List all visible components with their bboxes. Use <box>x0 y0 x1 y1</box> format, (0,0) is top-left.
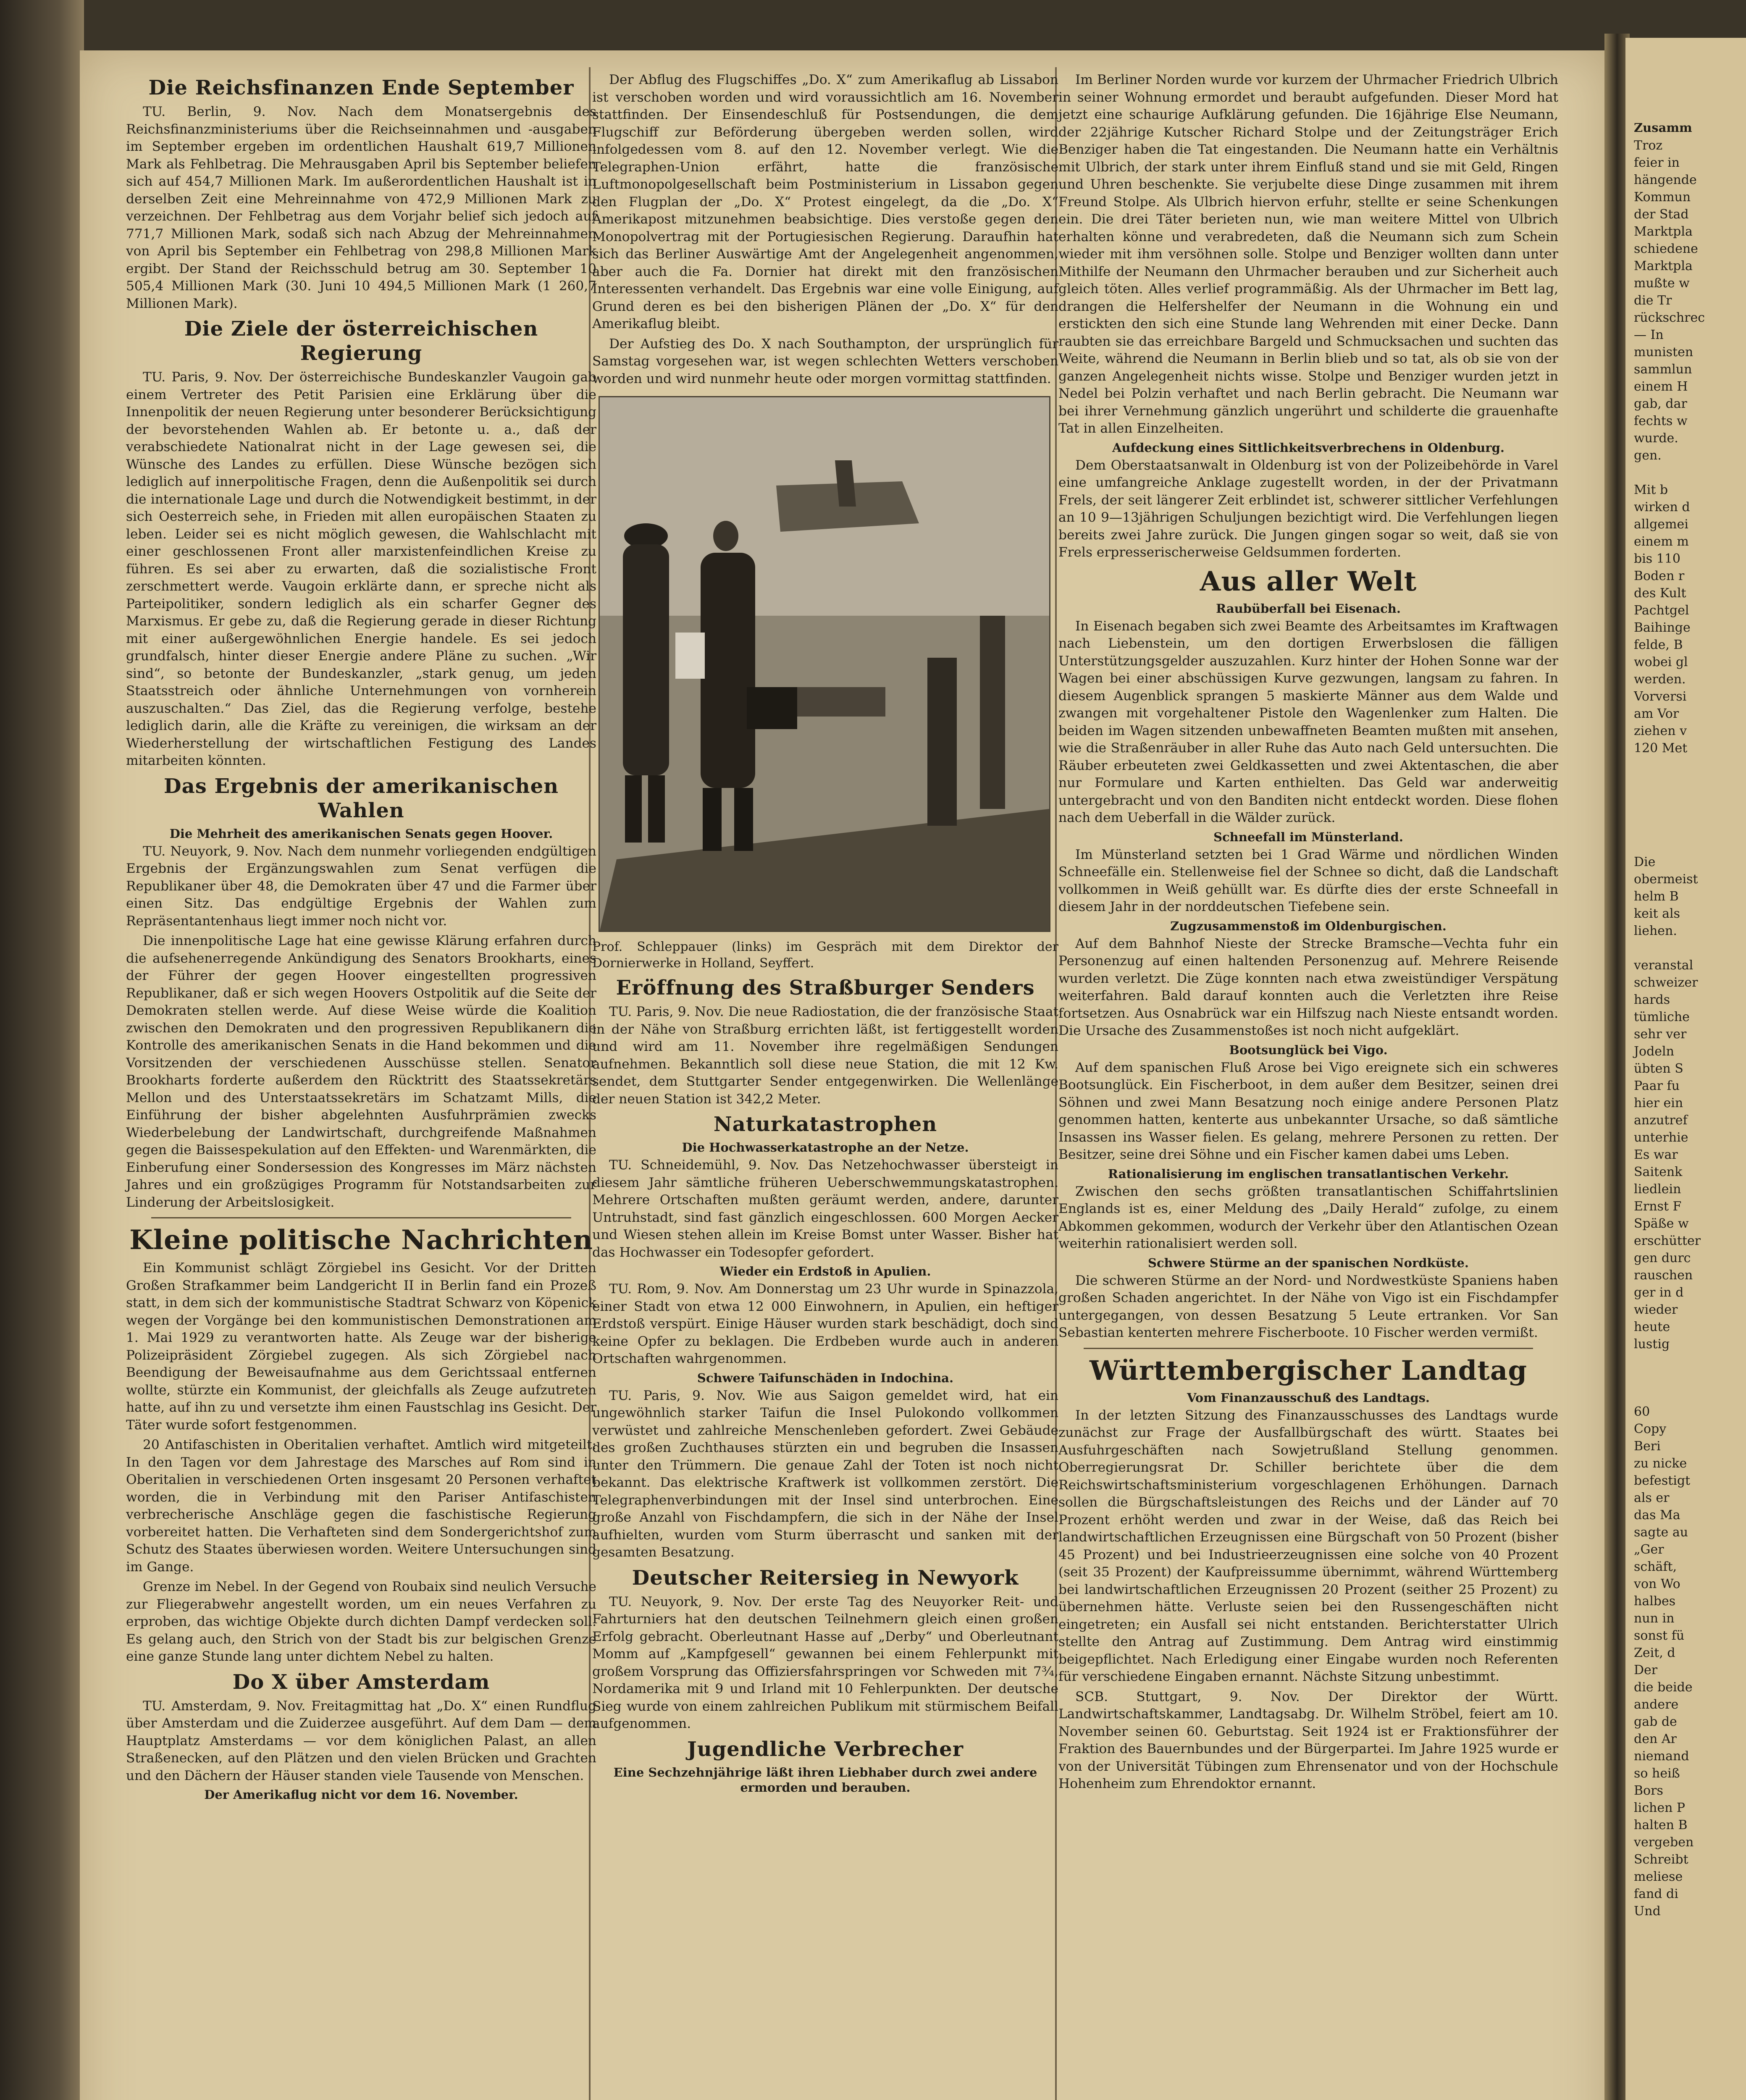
adjacent-line: „Ger <box>1634 1542 1664 1557</box>
article-paragraph: TU. Schneidemühl, 9. Nov. Das Netzehochwasser übersteigt in diesem Jahr sämtliche früheren Ueberschwemmungskatastrophen. Mehrere Ortschaften mußten geräumt werden, andere, darunter Untruhstadt, sind fast gänzlich eingeschlossen. 600 Morgen Aecker und Wiesen stehen allein im Kreise Bomst unter Wasser. Bisher hat das Hochwasser ein Todesopfer gefordert. <box>592 1158 1058 1260</box>
adjacent-line: rückschrec <box>1634 310 1705 325</box>
adjacent-line: Zeit, d <box>1634 1646 1675 1660</box>
adjacent-line: vergeben <box>1634 1835 1694 1850</box>
adjacent-line: wobei gl <box>1634 655 1688 669</box>
adjacent-line: ger in d <box>1634 1285 1684 1300</box>
adjacent-line: tümliche <box>1634 1010 1690 1024</box>
adjacent-line: hier ein <box>1634 1096 1683 1110</box>
adjacent-line: Die <box>1634 855 1656 869</box>
adjacent-line: einem H <box>1634 379 1688 394</box>
article-paragraph: Ein Kommunist schlägt Zörgiebel ins Gesicht. Vor der Dritten Großen Strafkammer beim Landgericht II in Berlin fand ein Prozeß statt, in dem sich der kommunistische Stadtrat Schwarz von Köpenick wegen der Vorgänge bei den kommunistischen Demonstrationen am 1. Mai 1929 zu verantworten hatte. Als Zeuge war der bisherige Polizeipräsident Zörgiebel zugegen. Als sich Zörgiebel nach Beendigung der Beweisaufnahme aus dem Gerichtssaal entfernen wollte, stürzte ein Kommunist, der gleichfalls als Zeuge aufzutreten hatte, auf ihn zu und versetzte ihm einen Faustschlag ins Gesicht. Der Täter wurde sofort festgenommen. <box>126 1260 596 1433</box>
article-paragraph: 20 Antifaschisten in Oberitalien verhaftet. Amtlich wird mitgeteilt: In den Tagen vor dem Jahrestage des Marsches auf Rom sind in Oberitalien in verschiedenen Orten insgesamt 20 Personen verhaftet worden, die in Verbindung mit den Pariser Antifaschisten verbrecherische Anschläge gegen die faschistische Regierung vorbereitet hatten. Die Verhafteten sind dem Sondergerichtshof zum Schutz des Staates überwiesen worden. Weitere Untersuchungen sind im Gange. <box>126 1437 596 1575</box>
article-title: Do X über Amsterdam <box>232 1670 490 1694</box>
photo-illustration <box>600 397 1049 931</box>
adjacent-line: allgemei <box>1634 517 1688 532</box>
article-reitersieg <box>592 1566 1058 1733</box>
adjacent-line: Es war <box>1634 1147 1678 1162</box>
adjacent-line: gab de <box>1634 1714 1677 1729</box>
adjacent-line: fechts w <box>1634 414 1688 428</box>
adjacent-line: helm B <box>1634 889 1679 904</box>
adjacent-line: befestigt <box>1634 1473 1691 1488</box>
article-kleine-nachrichten <box>126 1224 596 1666</box>
adjacent-line: des Kult <box>1634 586 1686 601</box>
article-subtitle: Vom Finanzausschuß des Landtags. <box>1187 1390 1430 1405</box>
adjacent-line: bis 110 <box>1634 551 1680 566</box>
article-paragraph: SCB. Stuttgart, 9. Nov. Der Direktor der Württ. Landwirtschaftskammer, Landtagsabg. Dr. Wilhelm Ströbel, feiert am 10. November seinen 60. Geburtstag. Seit 1924 ist er Fraktionsführer der Fraktion des Bauernbundes und der Bürgerpartei. Im Jahre 1925 wurde er von der Universität Tübingen zum Ehrensenator und von der Hochschule Hohenheim zum Ehrendoktor ernannt. <box>1058 1689 1558 1791</box>
article-paragraph: TU. Paris, 9. Nov. Der österreichische Bundeskanzler Vaugoin gab einem Vertreter des Petit Parisien eine Erklärung über die Innenpolitik der neuen Regierung unter besonderer Berücksichtigung der bevorstehenden Wahlen ab. Er betonte u. a., daß der verabschiedete Nationalrat nicht in der Lage gewesen sei, die Wünsche des Landes zu erfüllen. Diese Wünsche bezögen sich lediglich auf innerpolitische Fragen, denn die Außenpolitik sei durch die internationale Lage und durch die Notwendigkeit bestimmt, in der sich Oesterreich sehe, in Frieden mit allen europäischen Staaten zu leben. Leider sei es nicht möglich gewesen, die Wahlschlacht mit einer geschlossenen Front aller marxistenfeindlichen Kreise zu führen. Es sei aber zu erwarten, daß die sozialistische Front zerschmettert werde. Vaugoin erklärte dann, er spreche nicht als Parteipolitiker, sondern lediglich als ein scharfer Gegner des Marxismus. Er gebe zu, daß die Regierung gerade in dieser Richtung mit einer außergewöhnlichen Energie handele. Es sei jedoch grundfalsch, hinter dieser Energie andere Pläne zu suchen. „Wir sind“, so betonte der Bundeskanzler, „stark genug, um jeden Staatsstreich oder ähnliche Unternehmungen von vornherein auszuschalten.“ Das Ziel, das die Regierung verfolge, bestehe lediglich darin, alle die Kräfte zu vereinigen, die wirksam an der Wiederherstellung der wirtschaftlichen Festigung des Landes mitarbeiten könnten. <box>126 370 596 768</box>
adjacent-line: Paar fu <box>1634 1079 1680 1093</box>
adjacent-line: schweizer <box>1634 975 1698 990</box>
adjacent-line: Bors <box>1634 1783 1663 1798</box>
adjacent-heading: Zusamm <box>1634 121 1692 135</box>
scan-margin <box>0 0 84 2100</box>
adjacent-line: Marktpla <box>1634 224 1693 239</box>
article-title: Naturkatastrophen <box>713 1113 937 1136</box>
article-paragraph: TU. Berlin, 9. Nov. Nach dem Monatsergebnis des Reichsfinanzministeriums über die Reichseinnahmen und -ausgaben im September ergeben im ordentlichen Haushalt 619,7 Millionen Mark als Fehlbetrag. Die Mehrausgaben April bis September beliefen sich auf 454,7 Millionen Mark. Im außerordentlichen Haushalt ist in derselben Zeit eine Mehreinnahme von 472,9 Millionen Mark zu verzeichnen. Der Fehlbetrag aus dem Vorjahr belief sich jedoch auf 771,7 Millionen Mark, sodaß sich nach Abzug der Mehreinnahmen von April bis September ein Fehlbetrag von 298,8 Millionen Mark ergibt. Der Stand der Reichsschuld betrug am 30. September 10 505,4 Millionen Mark (30. Juni 10 494,5 Millionen Mark (1 260,7 Millionen Mark). <box>126 104 596 311</box>
article-subtitle: Wieder ein Erdstoß in Apulien. <box>719 1264 931 1278</box>
article-paragraph: Zwischen den sechs größten transatlantischen Schiffahrtslinien Englands ist es, einer Meldung des „Daily Herald“ zufolge, zu einem Abkommen gekommen, wodurch der Verkehr über den Atlantischen Ozean weiterhin rationalisiert werden soll. <box>1058 1184 1558 1251</box>
adjacent-page-fragment <box>1625 38 1746 2100</box>
article-subtitle: Die Hochwasserkatastrophe an der Netze. <box>682 1140 969 1155</box>
adjacent-line: gen durc <box>1634 1251 1691 1265</box>
adjacent-line: Schreibt <box>1634 1852 1688 1867</box>
adjacent-line: sehr ver <box>1634 1027 1687 1042</box>
article-verbrecher <box>592 1737 1058 1795</box>
adjacent-line: felde, B <box>1634 638 1683 652</box>
article-subtitle: Eine Sechzehnjährige läßt ihren Liebhaber durch zwei andere ermorden und berauben. <box>613 1765 1037 1795</box>
article-subtitle: Bootsunglück bei Vigo. <box>1229 1042 1388 1057</box>
adjacent-line: das Ma <box>1634 1508 1680 1522</box>
adjacent-line: liehen. <box>1634 924 1677 938</box>
adjacent-line: Kommun <box>1634 190 1691 205</box>
adjacent-line: halten B <box>1634 1818 1688 1832</box>
article-paragraph: Grenze im Nebel. In der Gegend von Roubaix sind neulich Versuche zur Fliegerabwehr angestellt worden, um ein neues Verfahren zu erproben, das wichtige Objekte durch dichten Dampf verdecken soll. Es gelang auch, den Strich von der Stadt bis zur belgischen Grenze eine ganze Stunde lang unter dichtem Nebel zu halten. <box>126 1579 596 1664</box>
article-paragraph: TU. Paris, 9. Nov. Wie aus Saigon gemeldet wird, hat ein ungewöhnlich starker Taifun die Insel Pulokondo vollkommen verwüstet und zahlreiche Menschenleben gefordert. Zwei Gebäude des großen Zuchthauses stürzten ein und begruben die Insassen unter den Trümmern. Die genaue Zahl der Toten ist noch nicht bekannt. Das elektrische Kraftwerk ist vollkommen zerstört. Die Telegraphenverbindungen mit der Insel sind unterbrochen. Eine große Anzahl von Fischdampfern, die sich in der Nähe der Insel aufhielten, wurden vom Sturm überrascht und sanken mit der gesamten Besatzung. <box>592 1388 1058 1560</box>
adjacent-lines <box>1634 137 1743 757</box>
adjacent-line: wieder <box>1634 1302 1678 1317</box>
adjacent-line: 120 Met <box>1634 741 1688 756</box>
adjacent-line <box>1634 940 1743 957</box>
column-3 <box>1058 71 1558 1796</box>
adjacent-line: halbes <box>1634 1594 1676 1609</box>
adjacent-line: ziehen v <box>1634 724 1687 738</box>
article-paragraph: Die innenpolitische Lage hat eine gewisse Klärung erfahren durch die aufsehenerregende Ankündigung des Senators Brookharts, eines der Führer der gegen Hoover eingestellten progressiven Republikaner, daß er sich wegen Hoovers Ostpolitik auf die Seite der Demokraten stellen werde. Auf diese Weise würde die Koalition zwischen den Demokraten und den progressiven Republikanern die Kontrolle des amerikanischen Senats in die Hand bekommen und die Vorsitzenden der verschiedenen Ausschüsse stellen. Senator Brookharts forderte außerdem den Rücktritt des Staatssekretärs Mellon und des Unterstaatssekretärs im Schatzamt Mills, die Einführung der bisher abgelehnten Ausfuhrprämien zwecks Wiederbelebung der Landwirtschaft, durchgreifende Maßnahmen gegen die Baissespekulation auf den Effekten- und Warenmärkten, die Einberufung einer Sondersession des Kongresses im März nächsten Jahres und ein großzügiges Programm für Notstandsarbeiten zur Linderung der Arbeitslosigkeit. <box>126 933 596 1210</box>
adjacent-line: werden. <box>1634 672 1686 687</box>
adjacent-line: als er <box>1634 1491 1670 1505</box>
adjacent-line: lustig <box>1634 1337 1670 1352</box>
article-paragraph: TU. Paris, 9. Nov. Die neue Radiostation, die der französische Staat in der Nähe von Straßburg errichten läßt, ist fertiggestellt worden und wird am 11. November ihre regelmäßigen Sendungen aufnehmen. Bekanntlich soll diese neue Station, die mit 12 Kw. sendet, dem Stuttgarter Sender entgegenwirken. Die Wellenlänge der neuen Station ist 342,2 Meter. <box>592 1004 1058 1107</box>
adjacent-line: Beri <box>1634 1439 1661 1454</box>
adjacent-line: gen. <box>1634 448 1662 463</box>
adjacent-page-text <box>1634 118 1743 1920</box>
adjacent-line: anzutref <box>1634 1113 1688 1128</box>
adjacent-line: obermeist <box>1634 872 1698 887</box>
adjacent-line: andere <box>1634 1697 1679 1712</box>
article-paragraph: Die schweren Stürme an der Nord- und Nordwestküste Spaniens haben großen Schaden angerichtet. In der Nähe von Vigo ist ein Fischdampfer untergegangen, von dessen Besatzung 5 Leute ertranken. Vor San Sebastian kenterten mehrere Fischerboote. 10 Fischer werden vermißt. <box>1058 1273 1558 1340</box>
article-aus-aller-welt <box>1058 566 1558 1342</box>
article-title: Württembergischer Landtag <box>1089 1354 1528 1386</box>
adjacent-line <box>1634 464 1743 481</box>
article-paragraph: Im Berliner Norden wurde vor kurzem der Uhrmacher Friedrich Ulbrich in seiner Wohnung ermordet und beraubt aufgefunden. Dieser Mord hat jetzt eine schaurige Aufklärung gefunden. Die 16jährige Else Neumann, der 22jährige Kutscher Richard Stolpe und der Zeitungsträger Erich Benziger haben die Tat eingestanden. Die Neumann hatte ein Verhältnis mit Ulbrich, der stark unter ihrem Einfluß stand und sie mit Geld, Ringen und Uhren beschenkte. Sie verjubelte diese Dinge zusammen mit ihrem Freund Stolpe. Als Ulbrich hiervon erfuhr, stellte er seine Schenkungen ein. Die drei Täter berieten nun, wie man weitere Mittel von Ulbrich erhalten könne und verabredeten, daß die Neumann sich zum Schein wieder mit ihm versöhnen solle. Stolpe und Benziger wollten dann unter Mithilfe der Neumann den Uhrmacher berauben und zur Sicherheit auch gleich töten. Alles verlief programmäßig. Als der Uhrmacher im Bett lag, drangen die Helfershelfer der Neumann in die Wohnung ein und erstickten den sich eine Stunde lang Wehrenden mit einer Decke. Dann raubten sie das erreichbare Bargeld und Schmucksachen und suchten das Weite, während die Neumann in Berlin blieb und so tat, als ob sie von der ganzen Angelegenheit nichts wisse. Stolpe und Benziger wurden jetzt in Nedel bei Polzin verhaftet und nach Berlin gebracht. Die Neumann war bei ihrer Vernehmung gänzlich ungerührt und schilderte die grauenhafte Tat in allen Einzelheiten. <box>1058 72 1558 436</box>
adjacent-line: keit als <box>1634 906 1680 921</box>
adjacent-line: lichen P <box>1634 1801 1686 1815</box>
adjacent-line: Mit b <box>1634 483 1668 497</box>
article-dox <box>126 1670 596 1803</box>
adjacent-line: Marktpla <box>1634 259 1693 273</box>
adjacent-line: Baihinge <box>1634 620 1691 635</box>
column-1 <box>126 71 596 1804</box>
article-title: Aus aller Welt <box>1200 565 1417 597</box>
article-paragraph: Der Aufstieg des Do. X nach Southampton, der ursprünglich für Samstag vorgesehen war, ist wegen schlechten Wetters verschoben worden und wird nunmehr heute oder morgen vormittag stattfinden. <box>592 336 1058 386</box>
adjacent-line: wirken d <box>1634 500 1690 514</box>
adjacent-line: mußte w <box>1634 276 1690 291</box>
article-subtitle: Die Mehrheit des amerikanischen Senats gegen Hoover. <box>169 826 553 841</box>
article-paragraph: Dem Oberstaatsanwalt in Oldenburg ist von der Polizeibehörde in Varel eine umfangreiche Anklage zugestellt worden, in der der Privatmann Frels, der seit längerer Zeit erblindet ist, schwerer sittlicher Verfehlungen an 10 9—13jährigen Schuljungen bezichtigt wird. Die Verfehlungen liegen bereits zwei Jahre zurück. Die Jungen gingen sogar so weit, daß sie von Frels erpresserischerweise Geldsummen forderten. <box>1058 457 1558 560</box>
article-paragraph: In Eisenach begaben sich zwei Beamte des Arbeitsamtes im Kraftwagen nach Liebenstein, um den dortigen Erwerbslosen die fälligen Unterstützungsgelder auszuzahlen. Kurz hinter der Hohen Sonne war der Wagen bei einer abschüssigen Kurve gezwungen, langsam zu fahren. In diesem Augenblick sprangen 5 maskierte Männer aus dem Walde und zwangen mit vorgehaltener Pistole den Wagenlenker zum Halten. Die beiden im Wagen sitzenden unbewaffneten Beamten mußten mit ansehen, wie die Straßenräuber in aller Ruhe das Auto nach Geld untersuchten. Die Räuber erbeuteten zwei Geldkassetten und zwei Aktentaschen, die aber nur Formulare und Karten enthielten. Das Geld war anderweitig untergebracht und von den Banditen nicht entdeckt worden. Diese flohen nach dem Ueberfall in die Wälder zurück. <box>1058 618 1558 825</box>
article-naturkatastrophen <box>592 1112 1058 1562</box>
adjacent-line: die Tr <box>1634 293 1672 308</box>
adjacent-line: Der <box>1634 1663 1658 1677</box>
adjacent-line: veranstal <box>1634 958 1693 973</box>
adjacent-line: Troz <box>1634 138 1663 153</box>
article-paragraph: TU. Rom, 9. Nov. Am Donnerstag um 23 Uhr wurde in Spinazzola, einer Stadt von etwa 12 000 Einwohnern, in Apulien, ein heftiger Erdstoß verspürt. Einige Häuser wurden stark beschädigt, doch sind keine Opfer zu beklagen. Die Erdbeben wurde auch in anderen Ortschaften wahrgenommen. <box>592 1281 1058 1366</box>
adjacent-line: rauschen <box>1634 1268 1693 1283</box>
adjacent-line: Späße w <box>1634 1216 1689 1231</box>
adjacent-line: Boden r <box>1634 569 1685 583</box>
adjacent-line: Pachtgel <box>1634 603 1689 618</box>
article-subtitle: Schneefall im Münsterland. <box>1213 830 1403 844</box>
adjacent-line: gab, dar <box>1634 396 1687 411</box>
article-title: Jugendliche Verbrecher <box>687 1737 964 1761</box>
article-oesterreich <box>126 317 596 770</box>
article-subtitle: Schwere Taifunschäden in Indochina. <box>697 1370 954 1385</box>
adjacent-line: hards <box>1634 992 1670 1007</box>
adjacent-line: Jodeln <box>1634 1044 1674 1059</box>
adjacent-line: am Vor <box>1634 706 1679 721</box>
adjacent-line: sagte au <box>1634 1525 1688 1540</box>
article-title: Eröffnung des Straßburger Senders <box>616 976 1035 1000</box>
article-subtitle: Zugzusammenstoß im Oldenburgischen. <box>1170 919 1447 933</box>
article-subtitle: Raubüberfall bei Eisenach. <box>1216 601 1401 616</box>
adjacent-line: Saitenk <box>1634 1165 1683 1179</box>
adjacent-line: schiedene <box>1634 242 1698 256</box>
adjacent-page-number: 60 <box>1634 1404 1650 1419</box>
adjacent-line: den Ar <box>1634 1732 1677 1746</box>
article-paragraph: Auf dem spanischen Fluß Arose bei Vigo ereignete sich ein schweres Bootsunglück. Ein Fischerboot, in dem außer dem Besitzer, seinen drei Söhnen und zwei Mann Besatzung noch einige andere Personen Platz genommen hatten, kenterte aus unbekannter Ursache, so daß sämtliche Insassen ins Wasser fielen. Es gelang, mehrere Personen zu retten. Der Besitzer, seine drei Söhne und ein Fischer kamen dabei ums Leben. <box>1058 1060 1558 1162</box>
adjacent-line: so heiß <box>1634 1766 1680 1781</box>
adjacent-line: meliese <box>1634 1869 1683 1884</box>
article-divider <box>1084 1348 1533 1349</box>
article-subtitle: Schwere Stürme an der spanischen Nordküste. <box>1148 1255 1469 1270</box>
photo-caption: Prof. Schleppauer (links) im Gespräch mit dem Direktor der Dornierwerke in Holland, Seyffert. <box>592 940 1058 971</box>
article-paragraph: Der Abflug des Flugschiffes „Do. X“ zum Amerikaflug ab Lissabon ist verschoben worden und wird voraussichtlich am 16. November stattfinden. Der Einsendeschluß für Postsendungen, die dem Flugschiff zur Beförderung übergeben werden sollen, wird infolgedessen vom 8. auf den 12. November verlegt. Wie die Telegraphen-Union erfährt, hatte die französische Luftmonopolgesellschaft beim Postministerium in Lissabon gegen den Flugplan der „Do. X“ Protest eingelegt, da die „Do. X“ Amerikapost mitzunehmen beabsichtige. Dies verstoße gegen den Monopolvertrag mit der Portugiesischen Regierung. Daraufhin hat sich das Berliner Auswärtige Amt der Angelegenheit angenommen, aber auch die Fa. Dornier hat direkt mit den französischen Interessenten verhandelt. Das Ergebnis war eine volle Einigung, auf Grund deren es bei den bisherigen Plänen der „Do. X“ für den Amerikaflug bleibt. <box>592 72 1058 331</box>
adjacent-line: einem m <box>1634 534 1689 549</box>
adjacent-line: heute <box>1634 1320 1670 1334</box>
adjacent-line: hängende <box>1634 173 1697 187</box>
article-divider <box>151 1217 571 1218</box>
article-subtitle: Der Amerikaflug nicht vor dem 16. November. <box>204 1788 518 1802</box>
article-paragraph: TU. Amsterdam, 9. Nov. Freitagmittag hat „Do. X“ einen Rundflug über Amsterdam und die Zuiderzee ausgeführt. Auf dem Dam — dem Hauptplatz Amsterdams — vor dem königlichen Palast, an allen Straßenecken, auf den Plätzen und den vielen Brücken und Grachten und den Dächern der Häuser standen viele Tausende von Menschen. <box>126 1698 596 1783</box>
article-title: Das Ergebnis der amerikanischen Wahlen <box>164 774 559 822</box>
article-paragraph: Auf dem Bahnhof Nieste der Strecke Bramsche—Vechta fuhr ein Personenzug auf einen haltenden Personenzug auf. Mehrere Reisende wurden verletzt. Die Züge konnten nach etwa zweistündiger Verspätung weiterfahren. Bald darauf konnten auch die Verletzten ihre Reise fortsetzen. Aus Osnabrück war ein Hilfszug nach Nieste entsandt worden. Die Ursache des Zusammenstoßes ist noch nicht aufgeklärt. <box>1058 936 1558 1038</box>
adjacent-line: zu nicke <box>1634 1456 1687 1471</box>
adjacent-line: Ernst F <box>1634 1199 1682 1214</box>
adjacent-line: übten S <box>1634 1061 1683 1076</box>
article-subtitle: Rationalisierung im englischen transatlantischen Verkehr. <box>1108 1166 1509 1181</box>
adjacent-line: fand di <box>1634 1887 1678 1901</box>
adjacent-line: erschütter <box>1634 1234 1701 1248</box>
photo-dornier <box>599 396 1050 932</box>
adjacent-line: unterhie <box>1634 1130 1688 1145</box>
adjacent-lines-2 <box>1634 853 1743 1353</box>
article-title: Die Ziele der österreichischen Regierung <box>184 317 538 365</box>
adjacent-line: Vorversi <box>1634 689 1687 704</box>
article-reichsfinanzen <box>126 76 596 312</box>
adjacent-line: munisten <box>1634 345 1693 360</box>
adjacent-lines-3 <box>1634 1420 1743 1920</box>
article-paragraph: TU. Neuyork, 9. Nov. Der erste Tag des Neuyorker Reit- und Fahrturniers hat den deutschen Teilnehmern gleich einen großen Erfolg gebracht. Oberleutnant Hasse auf „Derby“ und Oberleutnant Momm auf „Kampfgesell“ gewannen bei einem Fehlerpunkt mit großem Vorsprung das Offiziersfahrspringen vor Schweden mit 7¾, Nordamerika mit 9 und Irland mit 10 Fehlerpunkten. Der deutsche Sieg wurde von einem zahlreichen Publikum mit stürmischem Beifall aufgenommen. <box>592 1594 1058 1731</box>
adjacent-line: — In <box>1634 328 1664 342</box>
adjacent-line: von Wo <box>1634 1577 1680 1591</box>
column-2 <box>592 71 1058 1797</box>
adjacent-line: Copy <box>1634 1422 1667 1436</box>
article-paragraph: In der letzten Sitzung des Finanzausschusses des Landtags wurde zunächst zur Frage der Ausfallbürgschaft des württ. Staates bei Ausfuhrgeschäften nach Sowjetrußland Stellung genommen. Oberregierungsrat Dr. Schiller berichtete über die dem Reichswirtschaftsministerium vorgeschlagenen Erhöhungen. Darnach sollen die Bürgschaftsleistungen des Reichs und der Länder auf 70 Prozent erhöht werden und zwar in der Weise, daß das Reich bei landwirtschaftlichen Erzeugnissen eine Bürgschaft von 50 Prozent (bisher 45 Prozent) und bei Industrieerzeugnissen eine solche von 40 Prozent (seit 35 Prozent) der Kaufpreissumme übernimmt, während Württemberg bei landwirtschaftlichen Erzeugnissen 20 Prozent (seither 25 Prozent) zu übernehmen hätte. Verluste seien bei den Russengeschäften nicht eingetreten; ein Ausfall sei nicht entstanden. Berichterstatter Ulrich stellte den Antrag auf Zustimmung. Dem Antrag wird einstimmig beigepflichtet. Nach Erledigung einer Eingabe wurden noch Referenten für verschiedene Eingaben ernannt. Nächste Sitzung unbestimmt. <box>1058 1407 1558 1684</box>
adjacent-line: liedlein <box>1634 1182 1681 1197</box>
adjacent-line: sammlun <box>1634 362 1692 377</box>
article-subtitle: Aufdeckung eines Sittlichkeitsverbrechens in Oldenburg. <box>1112 440 1504 455</box>
adjacent-line: die beide <box>1634 1680 1693 1695</box>
article-landtag <box>1058 1355 1558 1793</box>
adjacent-line: nun in <box>1634 1611 1675 1626</box>
article-wahlen <box>126 774 596 1212</box>
article-title: Die Reichsfinanzen Ende September <box>148 76 574 100</box>
article-paragraph: Im Münsterland setzten bei 1 Grad Wärme und nördlichen Winden Schneefälle ein. Stellenweise fiel der Schnee so dicht, daß die Landschaft vollkommen in Weiß gehüllt war. Es dürfte dies der erste Schneefall in diesem Jahr in der norddeutschen Tiefebene sein. <box>1058 847 1558 914</box>
adjacent-line: wurde. <box>1634 431 1678 446</box>
adjacent-line: feier in <box>1634 155 1680 170</box>
adjacent-line: niemand <box>1634 1749 1689 1764</box>
article-strassburg <box>592 976 1058 1108</box>
article-paragraph: TU. Neuyork, 9. Nov. Nach dem nunmehr vorliegenden endgültigen Ergebnis der Ergänzungswahlen zum Senat verfügen die Republikaner über 48, die Demokraten über 47 und die Farmer über einen Sitz. Das endgültige Ergebnis der Wahlen zum Repräsentantenhaus liegt immer noch nicht vor. <box>126 843 596 929</box>
adjacent-line: der Stad <box>1634 207 1689 222</box>
adjacent-line: sonst fü <box>1634 1628 1685 1643</box>
adjacent-line: schäft, <box>1634 1559 1677 1574</box>
article-title: Deutscher Reitersieg in Newyork <box>632 1566 1019 1590</box>
article-title: Kleine politische Nachrichten <box>129 1224 593 1256</box>
adjacent-line: Und <box>1634 1904 1661 1919</box>
